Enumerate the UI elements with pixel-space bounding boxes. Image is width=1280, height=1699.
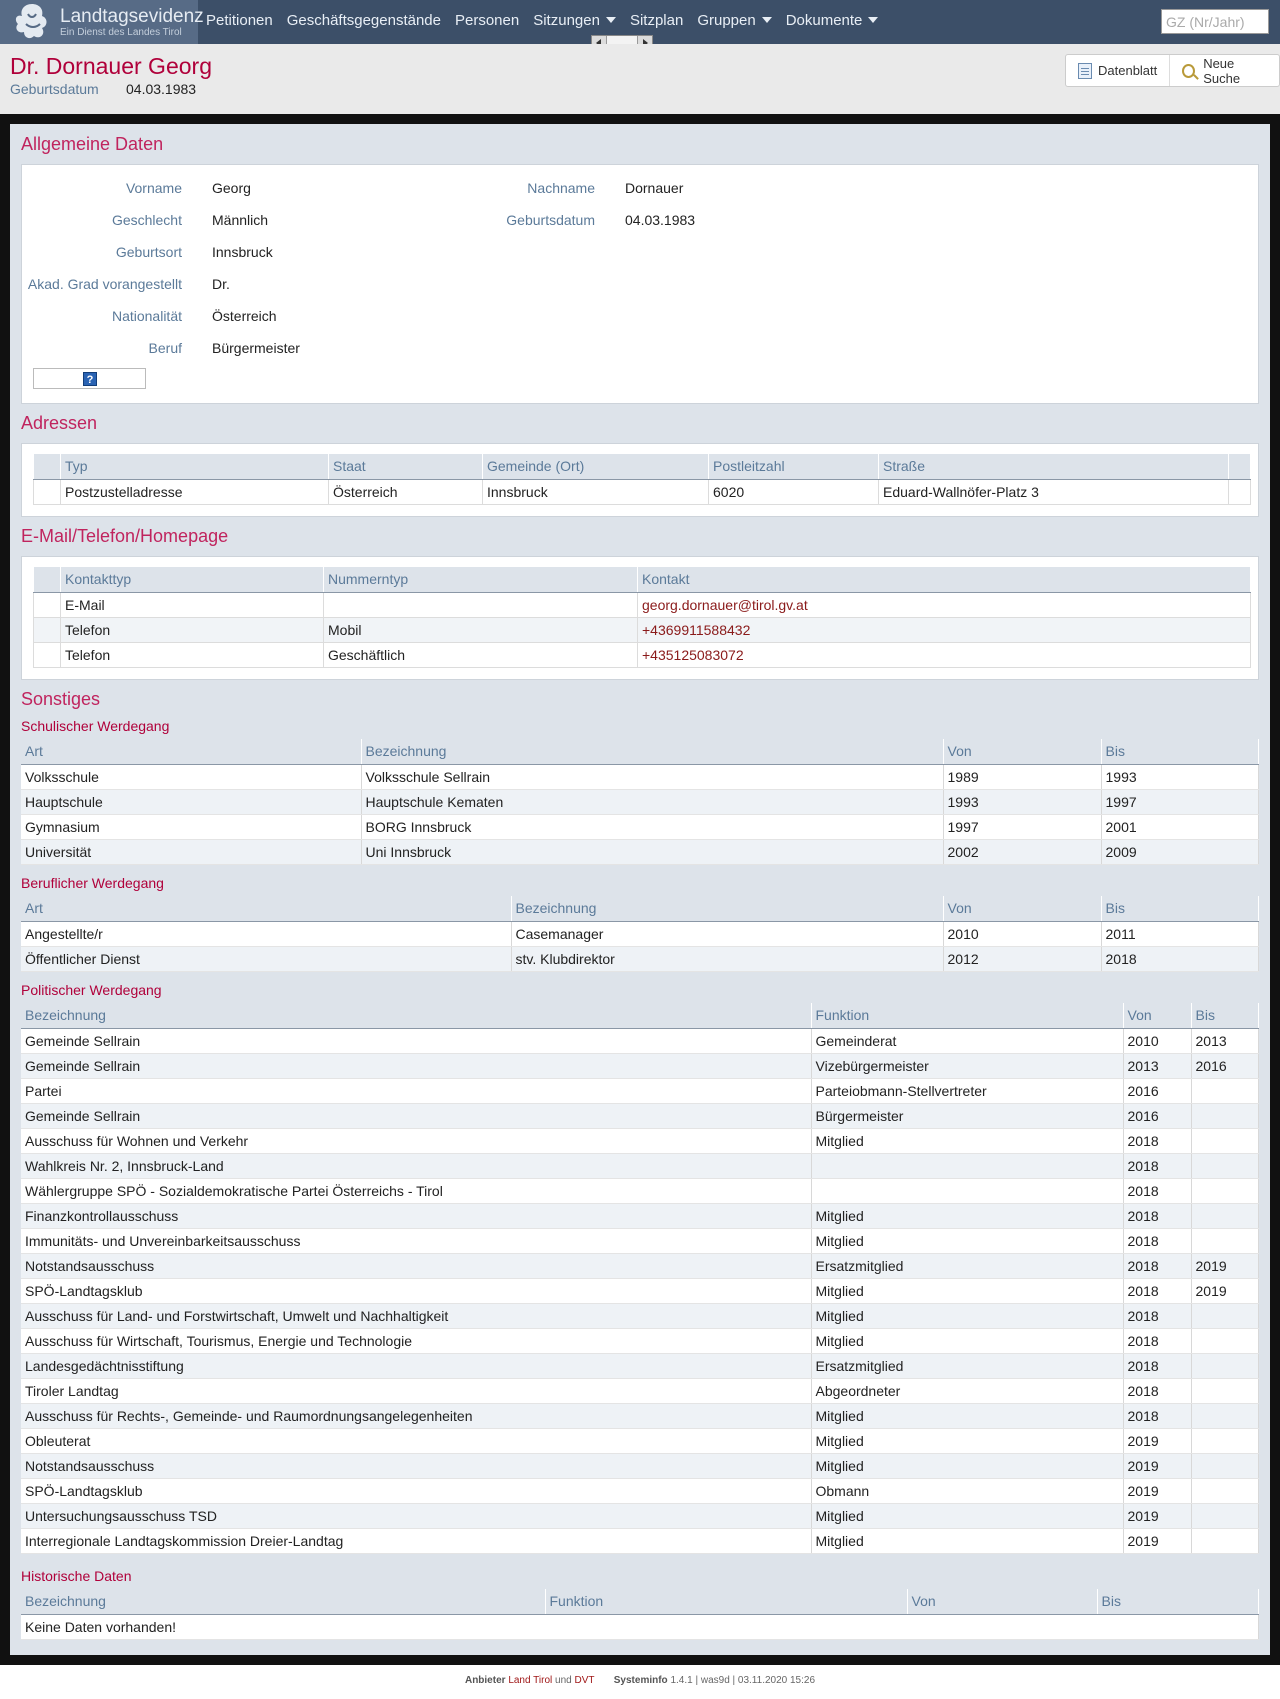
cell <box>1191 1153 1259 1178</box>
cell: Mitglied <box>811 1228 1123 1253</box>
cell <box>1191 1128 1259 1153</box>
table-row[interactable] <box>21 1053 1259 1078</box>
cell <box>324 592 638 617</box>
row-spacer-end <box>1229 479 1251 504</box>
phone-mobile-link[interactable]: +4369911588432 <box>642 621 751 638</box>
brand-subtitle: Ein Dienst des Landes Tirol <box>60 26 182 38</box>
cell: 2013 <box>1123 1053 1191 1078</box>
table-row[interactable] <box>21 814 1259 839</box>
col-art[interactable]: Art <box>21 896 511 921</box>
cell: Öffentlicher Dienst <box>21 946 511 971</box>
help-box <box>33 368 146 389</box>
grad-label: Akad. Grad vorangestellt <box>27 276 182 292</box>
allgemeine-daten-box <box>21 164 1259 404</box>
cell <box>1191 1428 1259 1453</box>
cell <box>1191 1328 1259 1353</box>
table-row[interactable] <box>21 1253 1259 1278</box>
vorname-label: Vorname <box>125 180 182 196</box>
col-spacer-end <box>1229 454 1251 479</box>
cell: Mobil <box>324 617 638 642</box>
cell: 2010 <box>1123 1028 1191 1053</box>
col-bezeichnung[interactable]: Bezeichnung <box>361 739 943 764</box>
nav-sitzungen-label: Sitzungen <box>533 11 600 29</box>
person-header <box>0 44 1280 114</box>
nationalitaet-label: Nationalität <box>111 308 182 324</box>
col-spacer <box>34 454 61 479</box>
cell: Ausschuss für Wohnen und Verkehr <box>21 1128 811 1153</box>
cell: 2018 <box>1123 1328 1191 1353</box>
cell: 1997 <box>943 814 1101 839</box>
cell: Innsbruck <box>483 479 709 504</box>
col-typ[interactable]: Typ <box>61 454 329 479</box>
cell: Hauptschule Kematen <box>361 789 943 814</box>
cell: 2018 <box>1123 1128 1191 1153</box>
content-frame <box>0 114 1280 1665</box>
cell: Parteiobmann-Stellvertreter <box>811 1078 1123 1103</box>
cell <box>1191 1478 1259 1503</box>
cell: 2019 <box>1191 1278 1259 1303</box>
cell: 2011 <box>1101 921 1259 946</box>
cell: Volksschule Sellrain <box>361 764 943 789</box>
cell <box>1191 1453 1259 1478</box>
nav-dokumente[interactable] <box>786 12 879 29</box>
cell <box>638 642 1251 667</box>
cell <box>638 592 1251 617</box>
cell: 2019 <box>1123 1503 1191 1528</box>
table-row[interactable] <box>21 1478 1259 1503</box>
beruf-value: Bürgermeister <box>212 340 300 356</box>
cell: Wahlkreis Nr. 2, Innsbruck-Land <box>21 1153 811 1178</box>
cell: Angestellte/r <box>21 921 511 946</box>
und-text: und <box>555 1675 572 1686</box>
cell: Mitglied <box>811 1203 1123 1228</box>
subsection-historisch: Historische Daten <box>21 1568 132 1584</box>
cell <box>1191 1353 1259 1378</box>
cell: 6020 <box>709 479 879 504</box>
cell <box>1191 1503 1259 1528</box>
neue-suche-button[interactable] <box>1169 55 1279 86</box>
anbieter-label: Anbieter <box>464 1675 506 1686</box>
row-spacer <box>34 592 61 617</box>
dob-value: 04.03.1983 <box>126 81 197 97</box>
table-row <box>34 592 1251 617</box>
col-nummerntyp[interactable]: Nummerntyp <box>324 567 638 592</box>
cell <box>811 1153 1123 1178</box>
cell: 2018 <box>1123 1228 1191 1253</box>
table-row[interactable] <box>21 1428 1259 1453</box>
cell: 2018 <box>1123 1203 1191 1228</box>
table-row[interactable] <box>21 1153 1259 1178</box>
politik-table <box>21 1003 1259 1554</box>
cell: 2009 <box>1101 839 1259 864</box>
cell: Telefon <box>61 617 324 642</box>
cell: Immunitäts- und Unvereinbarkeitsausschuss <box>21 1228 811 1253</box>
cell: 2016 <box>1123 1103 1191 1128</box>
search-icon <box>1182 64 1195 78</box>
cell: 2019 <box>1123 1428 1191 1453</box>
cell: Abgeordneter <box>811 1378 1123 1403</box>
cell: 2018 <box>1123 1278 1191 1303</box>
footer <box>0 1675 1280 1686</box>
cell: Mitglied <box>811 1303 1123 1328</box>
cell <box>1191 1528 1259 1553</box>
cell: Gemeinde Sellrain <box>21 1053 811 1078</box>
page-title: Dr. Dornauer Georg <box>10 53 212 79</box>
cell: 2018 <box>1123 1403 1191 1428</box>
cell <box>638 617 1251 642</box>
col-postleitzahl[interactable]: Postleitzahl <box>709 454 879 479</box>
cell: Mitglied <box>811 1328 1123 1353</box>
header-actions <box>1065 54 1280 87</box>
cell: 2010 <box>943 921 1101 946</box>
cell: Volksschule <box>21 764 361 789</box>
cell <box>1191 1228 1259 1253</box>
chevron-down-icon <box>762 17 772 23</box>
cell: E-Mail <box>61 592 324 617</box>
col-spacer <box>34 567 61 592</box>
systeminfo-value: 1.4.1 | was9d | 03.11.2020 15:26 <box>670 1675 816 1686</box>
cell: 2002 <box>943 839 1101 864</box>
col-von[interactable]: Von <box>907 1589 1097 1614</box>
cell: 2018 <box>1123 1303 1191 1328</box>
cell: stv. Klubdirektor <box>511 946 943 971</box>
cell: Mitglied <box>811 1403 1123 1428</box>
vorname-value: Georg <box>212 180 251 196</box>
cell: Obleuterat <box>21 1428 811 1453</box>
geschlecht-label: Geschlecht <box>111 212 182 228</box>
cell: Mitglied <box>811 1453 1123 1478</box>
cell: 2018 <box>1123 1253 1191 1278</box>
table-row[interactable] <box>21 1328 1259 1353</box>
col-staat[interactable]: Staat <box>329 454 483 479</box>
cell: Interregionale Landtagskommission Dreier-Landtag <box>21 1528 811 1553</box>
dob-label: Geburtsdatum <box>10 81 99 97</box>
geschlecht-value: Männlich <box>212 212 269 228</box>
section-adressen: Adressen <box>21 413 98 433</box>
cell: Bürgermeister <box>811 1103 1123 1128</box>
subsection-beruf: Beruflicher Werdegang <box>21 875 164 891</box>
cell: 2018 <box>1123 1153 1191 1178</box>
cell <box>811 1178 1123 1203</box>
cell: Telefon <box>61 642 324 667</box>
col-bezeichnung[interactable]: Bezeichnung <box>21 1003 811 1028</box>
col-bis[interactable]: Bis <box>1191 1003 1259 1028</box>
nav-geschaeftsgegenstaende[interactable]: Geschäftsgegenstände <box>286 11 441 29</box>
geburtsort-label: Geburtsort <box>115 244 182 260</box>
cell: SPÖ-Landtagsklub <box>21 1478 811 1503</box>
cell: Gymnasium <box>21 814 361 839</box>
table-row[interactable] <box>21 1453 1259 1478</box>
table-row[interactable] <box>21 1028 1259 1053</box>
help-icon[interactable]: ? <box>83 372 97 386</box>
eagle-logo-icon <box>10 0 54 44</box>
cell: Casemanager <box>511 921 943 946</box>
table-row[interactable] <box>21 789 1259 814</box>
adressen-table <box>33 454 1251 505</box>
cell: SPÖ-Landtagsklub <box>21 1278 811 1303</box>
grad-value: Dr. <box>212 276 230 292</box>
beruf-table <box>21 896 1259 972</box>
cell: Mitglied <box>811 1428 1123 1453</box>
nav-personen[interactable]: Personen <box>455 11 520 29</box>
table-row[interactable] <box>21 1128 1259 1153</box>
phone-business-link[interactable]: +435125083072 <box>642 646 744 663</box>
row-spacer <box>34 642 61 667</box>
cell: BORG Innsbruck <box>361 814 943 839</box>
cell: Untersuchungsausschuss TSD <box>21 1503 811 1528</box>
cell <box>1191 1303 1259 1328</box>
cell: Ersatzmitglied <box>811 1253 1123 1278</box>
col-bezeichnung[interactable]: Bezeichnung <box>21 1589 545 1614</box>
cell: 2016 <box>1123 1078 1191 1103</box>
cell: Finanzkontrollausschuss <box>21 1203 811 1228</box>
table-row[interactable] <box>21 1353 1259 1378</box>
table-row[interactable] <box>21 1378 1259 1403</box>
cell: Eduard-Wallnöfer-Platz 3 <box>879 479 1229 504</box>
cell: Ausschuss für Land- und Forstwirtschaft, Umwelt und Nachhaltigkeit <box>21 1303 811 1328</box>
nationalitaet-value: Österreich <box>212 308 277 324</box>
row-spacer <box>34 617 61 642</box>
cell: Mitglied <box>811 1278 1123 1303</box>
kontakt-table <box>33 567 1251 668</box>
cell: Mitglied <box>811 1503 1123 1528</box>
table-row <box>34 642 1251 667</box>
col-von[interactable]: Von <box>1123 1003 1191 1028</box>
table-row[interactable] <box>21 1403 1259 1428</box>
cell: 2001 <box>1101 814 1259 839</box>
cell: Universität <box>21 839 361 864</box>
cell: Ausschuss für Wirtschaft, Tourismus, Energie und Technologie <box>21 1328 811 1353</box>
cell: Geschäftlich <box>324 642 638 667</box>
table-row[interactable] <box>21 1178 1259 1203</box>
cell: Partei <box>21 1078 811 1103</box>
geburtsdatum-label: Geburtsdatum <box>506 212 595 228</box>
col-bis[interactable]: Bis <box>1101 739 1259 764</box>
cell: 1989 <box>943 764 1101 789</box>
cell: Notstandsausschuss <box>21 1453 811 1478</box>
col-kontakttyp[interactable]: Kontakttyp <box>61 567 324 592</box>
table-row[interactable] <box>21 1078 1259 1103</box>
cell: Wählergruppe SPÖ - Sozialdemokratische Partei Österreichs - Tirol <box>21 1178 811 1203</box>
cell: 2013 <box>1191 1028 1259 1053</box>
cell: Vizebürgermeister <box>811 1053 1123 1078</box>
geburtsort-value: Innsbruck <box>212 244 273 260</box>
col-von[interactable]: Von <box>943 739 1101 764</box>
brand-title: Landtagsevidenz <box>60 5 204 27</box>
cell: Tiroler Landtag <box>21 1378 811 1403</box>
cell: Ausschuss für Rechts-, Gemeinde- und Raumordnungsangelegenheiten <box>21 1403 811 1428</box>
table-row[interactable] <box>21 1503 1259 1528</box>
col-art[interactable]: Art <box>21 739 361 764</box>
adressen-box <box>21 443 1259 517</box>
nav-petitionen[interactable]: Petitionen <box>206 11 273 29</box>
table-row[interactable] <box>21 1303 1259 1328</box>
cell: Gemeinde Sellrain <box>21 1103 811 1128</box>
table-row[interactable] <box>21 921 1259 946</box>
neue-suche-label: Neue Suche <box>1203 55 1241 86</box>
table-row <box>21 1614 1259 1639</box>
table-row[interactable] <box>21 839 1259 864</box>
main-nav <box>206 0 892 40</box>
cell: 2016 <box>1191 1053 1259 1078</box>
cell: 1993 <box>1101 764 1259 789</box>
nav-sitzungen[interactable] <box>533 12 616 29</box>
cell: Mitglied <box>811 1128 1123 1153</box>
datenblatt-label: Datenblatt <box>1098 63 1158 78</box>
cell: Mitglied <box>811 1528 1123 1553</box>
cell: 2019 <box>1123 1478 1191 1503</box>
section-allgemeine-daten: Allgemeine Daten <box>21 134 164 154</box>
table-row[interactable] <box>21 946 1259 971</box>
email-link[interactable]: georg.dornauer@tirol.gv.at <box>642 596 808 613</box>
col-funktion[interactable]: Funktion <box>811 1003 1123 1028</box>
cell: Gemeinde Sellrain <box>21 1028 811 1053</box>
chevron-down-icon <box>606 17 616 23</box>
cell <box>1191 1103 1259 1128</box>
col-kontakt[interactable]: Kontakt <box>638 567 1251 592</box>
nachname-value: Dornauer <box>625 180 684 196</box>
cell: 2012 <box>943 946 1101 971</box>
chevron-down-icon <box>868 17 878 23</box>
col-bis[interactable]: Bis <box>1097 1589 1259 1614</box>
nav-dokumente-label: Dokumente <box>785 11 863 29</box>
cell: 2019 <box>1191 1253 1259 1278</box>
cell: 1997 <box>1101 789 1259 814</box>
cell: Gemeinderat <box>811 1028 1123 1053</box>
nachname-label: Nachname <box>527 180 595 196</box>
subsection-politik: Politischer Werdegang <box>21 982 162 998</box>
table-row[interactable] <box>21 1103 1259 1128</box>
cell: Landesgedächtnisstiftung <box>21 1353 811 1378</box>
nav-sitzplan[interactable]: Sitzplan <box>629 11 684 29</box>
table-row <box>34 617 1251 642</box>
empty-message: Keine Daten vorhanden! <box>21 1614 1259 1639</box>
cell: Obmann <box>811 1478 1123 1503</box>
document-icon <box>1078 63 1092 79</box>
cell: Uni Innsbruck <box>361 839 943 864</box>
cell: 2018 <box>1101 946 1259 971</box>
cell <box>1191 1203 1259 1228</box>
nav-gruppen-label: Gruppen <box>697 11 756 29</box>
cell <box>1191 1178 1259 1203</box>
kontakt-box <box>21 556 1259 680</box>
cell: Österreich <box>329 479 483 504</box>
table-row[interactable] <box>34 479 1251 504</box>
nav-gruppen[interactable] <box>697 12 771 29</box>
row-spacer <box>34 479 61 504</box>
table-row[interactable] <box>21 1228 1259 1253</box>
table-row[interactable] <box>21 1203 1259 1228</box>
cell: Ersatzmitglied <box>811 1353 1123 1378</box>
cell: 2018 <box>1123 1178 1191 1203</box>
cell: Postzustelladresse <box>61 479 329 504</box>
cell: 2018 <box>1123 1378 1191 1403</box>
content-panel <box>10 124 1270 1655</box>
geburtsdatum-value: 04.03.1983 <box>625 212 696 228</box>
beruf-label: Beruf <box>148 340 182 356</box>
col-von[interactable]: Von <box>943 896 1101 921</box>
col-gemeinde[interactable]: Gemeinde (Ort) <box>483 454 709 479</box>
table-row[interactable] <box>21 1278 1259 1303</box>
datenblatt-button[interactable] <box>1066 55 1169 86</box>
section-kontakt: E-Mail/Telefon/Homepage <box>21 526 229 546</box>
col-strasse[interactable]: Straße <box>879 454 1229 479</box>
col-bis[interactable]: Bis <box>1101 896 1259 921</box>
schule-table <box>21 739 1259 865</box>
cell: 2019 <box>1123 1528 1191 1553</box>
cell: Hauptschule <box>21 789 361 814</box>
cell: 1993 <box>943 789 1101 814</box>
col-funktion[interactable]: Funktion <box>545 1589 907 1614</box>
cell: 2019 <box>1123 1453 1191 1478</box>
brand[interactable] <box>0 0 204 44</box>
cell: Notstandsausschuss <box>21 1253 811 1278</box>
gz-search-input[interactable] <box>1161 9 1269 34</box>
cell <box>1191 1403 1259 1428</box>
cell <box>1191 1378 1259 1403</box>
land-tirol-link[interactable]: Land Tirol <box>508 1675 553 1686</box>
historisch-table <box>21 1589 1259 1640</box>
cell: 2018 <box>1123 1353 1191 1378</box>
dvt-link[interactable]: DVT <box>574 1675 595 1686</box>
cell <box>1191 1078 1259 1103</box>
section-sonstiges: Sonstiges <box>21 689 101 709</box>
table-row[interactable] <box>21 764 1259 789</box>
col-bezeichnung[interactable]: Bezeichnung <box>511 896 943 921</box>
systeminfo-label: Systeminfo <box>613 1675 668 1686</box>
subsection-schule: Schulischer Werdegang <box>21 718 170 734</box>
table-row[interactable] <box>21 1528 1259 1553</box>
